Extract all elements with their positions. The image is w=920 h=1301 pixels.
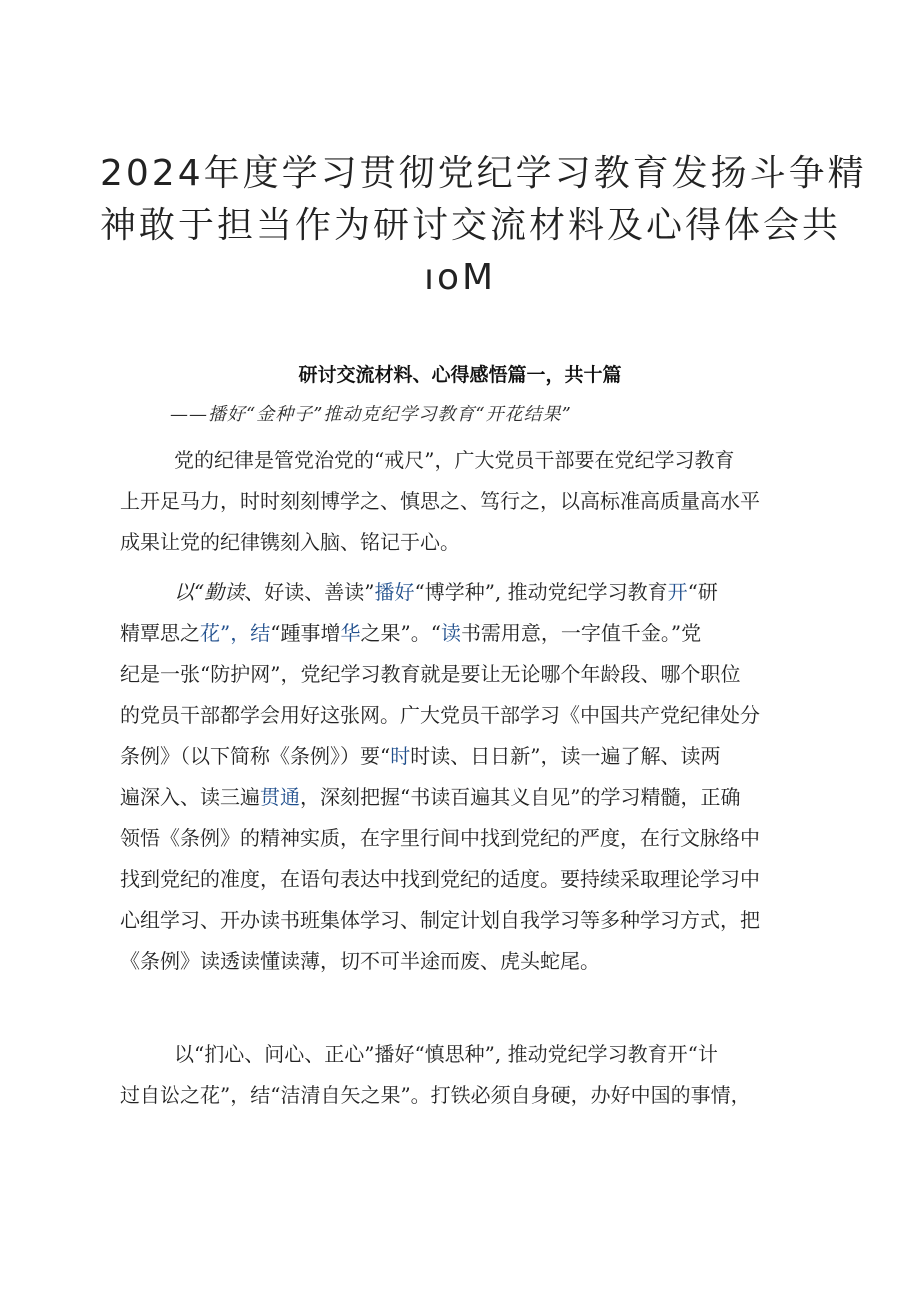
- text-run: ，深刻把握“书读百遍其义自见”的学习精髓，正确: [300, 785, 741, 809]
- paragraph-line: 的党员干部都学会用好这张网。广大党员干部学习《中国共产党纪律处分: [120, 703, 760, 727]
- paragraph-line: 找到党纪的准度，在语句表达中找到党纪的适度。要持续采取理论学习中: [120, 867, 760, 891]
- text-run: 以“勤读: [174, 580, 245, 604]
- paragraph-line: 《条例》读透读懂读薄，切不可半途而废、虎头蛇尾。: [120, 949, 600, 973]
- paragraph-line: 成果让党的纪律镌刻入脑、铭记于心。: [120, 530, 460, 554]
- paragraph-line: 领悟《条例》的精神实质，在字里行间中找到党纪的严度，在行文脉络中: [120, 826, 760, 850]
- paragraph-line: 纪是一张“防护网”，党纪学习教育就是要让无论哪个年龄段、哪个职位: [120, 662, 741, 686]
- paragraph-3: [120, 1034, 810, 1116]
- paragraph-line: [120, 777, 810, 818]
- text-run: 条例》（以下简称《条例》）要“: [120, 744, 391, 768]
- text-run: “博学种”, 推动党纪学习教育: [414, 580, 668, 604]
- text-run: 遍深入、读三遍: [120, 785, 260, 809]
- text-run: 之果”: [360, 621, 411, 645]
- section-subtitle: 研讨交流材料、心得感悟篇一，共十篇: [298, 364, 622, 386]
- paragraph-1: [120, 440, 810, 563]
- text-run: 时: [390, 744, 411, 768]
- paragraph-line: 党的纪律是管党治党的“戒尺”，广大党员干部要在党纪学习教育: [174, 448, 735, 472]
- paragraph-line: [120, 736, 810, 777]
- paragraph-line: 上开足马力，时时刻刻博学之、慎思之、笃行之，以高标准高质量高水平: [120, 489, 760, 513]
- text-run: 读: [440, 621, 461, 645]
- text-run: 贯通: [260, 785, 300, 809]
- text-run: 精覃思之: [120, 621, 200, 645]
- paragraph-line: 以“扪心、问心、正心”播好“慎思种”, 推动党纪学习教育开“计: [174, 1042, 718, 1066]
- text-run: 开: [667, 580, 688, 604]
- paragraph-line: [120, 613, 810, 654]
- title-line-2: 神敢于担当作为研讨交流材料及心得体会共: [100, 205, 842, 246]
- paragraph-line: [120, 572, 810, 613]
- text-run: “研: [687, 580, 718, 604]
- text-run: 。“: [410, 621, 441, 645]
- text-run: 时读、日日新”，读一遍了解、读两: [410, 744, 721, 768]
- text-run: 书需用意，一字值千金。”党: [460, 621, 702, 645]
- paragraph-line: 过自讼之花”，结“洁清自矢之果”。打铁必须自身硬，办好中国的事情，: [120, 1083, 751, 1107]
- title-line-3: ıoM: [423, 257, 497, 298]
- text-run: 华: [340, 621, 361, 645]
- text-run: 花”，结: [200, 621, 271, 645]
- text-run: 、好读、善读”: [244, 580, 375, 604]
- section-tagline: ——播好“金种子”推动克纪学习教育“开花结果”: [170, 404, 572, 425]
- paragraph-2: [120, 572, 810, 982]
- document-title: [100, 148, 867, 304]
- title-line-1: 2024年度学习贯彻党纪学习教育发扬斗争精: [100, 153, 867, 194]
- paragraph-line: 心组学习、开办读书班集体学习、制定计划自我学习等多种学习方式，把: [120, 908, 760, 932]
- text-run: “踵事增: [270, 621, 341, 645]
- text-run: 播好: [374, 580, 415, 604]
